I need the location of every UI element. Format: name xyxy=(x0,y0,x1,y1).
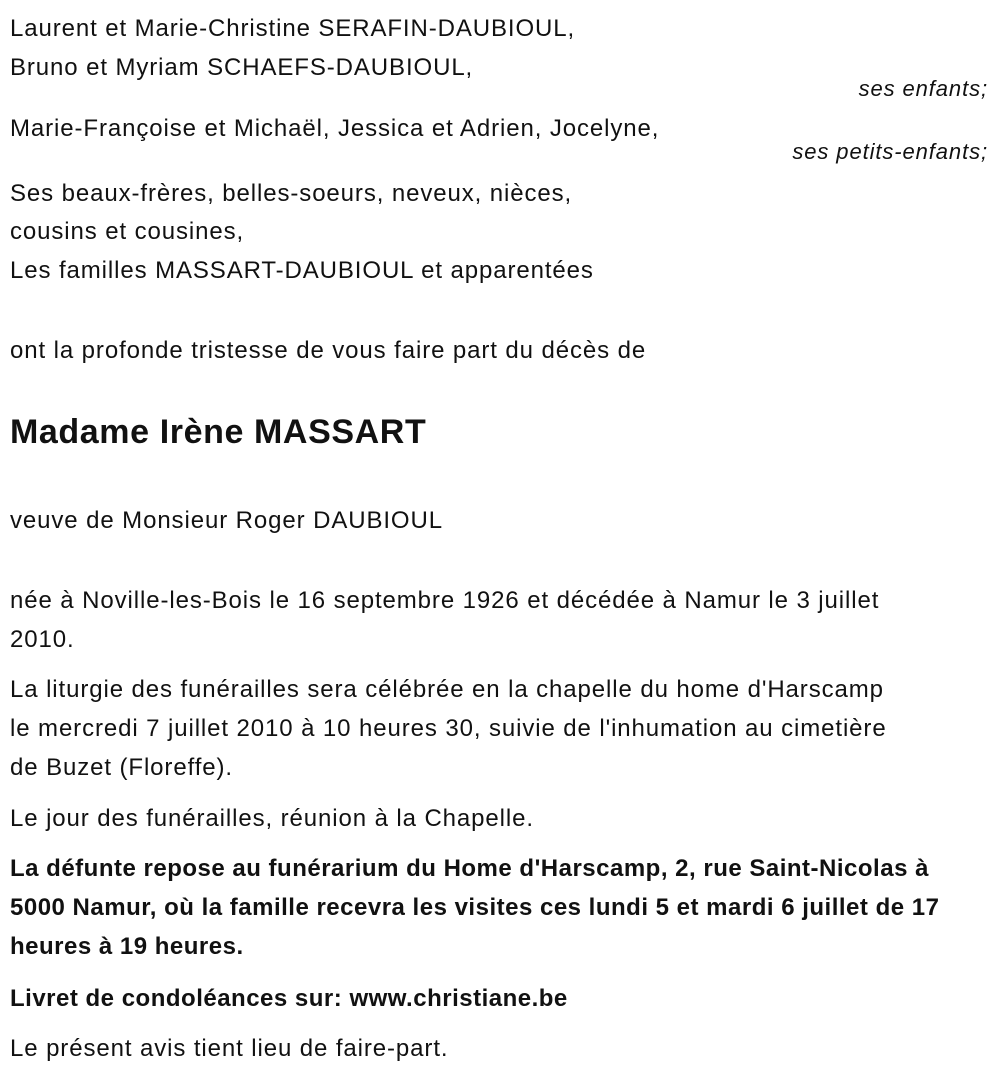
children-role: ses enfants; xyxy=(858,76,988,101)
condolences xyxy=(10,979,568,1018)
deceased-name: Madame Irène MASSART xyxy=(10,413,427,451)
visitation: La défunte repose au funérarium du Home d'Harscamp, 2, rue Saint-Nicolas à 5000 Namur, où la famille recevra les visites ces lundi 5 et mardi 6 juillet de 17 heures à 19 heures. xyxy=(10,855,940,960)
gathering: Le jour des funérailles, réunion à la Chapelle. xyxy=(10,805,534,832)
grandchildren-role: ses petits-enfants; xyxy=(792,139,988,164)
grandchildren: Marie-Françoise et Michaël, Jessica et Adrien, Jocelyne, xyxy=(10,115,660,142)
closing: Le présent avis tient lieu de faire-part. xyxy=(10,1035,449,1062)
condolences-label: Livret de condoléances sur: xyxy=(10,985,350,1012)
children-line-1: Laurent et Marie-Christine SERAFIN-DAUBIOUL, xyxy=(10,15,576,42)
family-line-2: cousins et cousines, xyxy=(10,218,245,245)
birth-death: née à Noville-les-Bois le 16 septembre 1926 et décédée à Namur le 3 juillet 2010. xyxy=(10,587,880,653)
announcement: ont la profonde tristesse de vous faire part du décès de xyxy=(10,337,647,364)
children-line-2: Bruno et Myriam SCHAEFS-DAUBIOUL, xyxy=(10,54,474,81)
family-line-3: Les familles MASSART-DAUBIOUL et apparentées xyxy=(10,257,594,284)
family-line-1: Ses beaux-frères, belles-soeurs, neveux, nièces, xyxy=(10,180,573,207)
widow-of: veuve de Monsieur Roger DAUBIOUL xyxy=(10,507,443,534)
liturgy: La liturgie des funérailles sera célébrée en la chapelle du home d'Harscamp le mercredi 7 juillet 2010 à 10 heures 30, suivie de l'inhumation au cimetière de Buzet (Floreffe). xyxy=(10,676,887,781)
condolences-link[interactable]: www.christiane.be xyxy=(349,985,568,1012)
